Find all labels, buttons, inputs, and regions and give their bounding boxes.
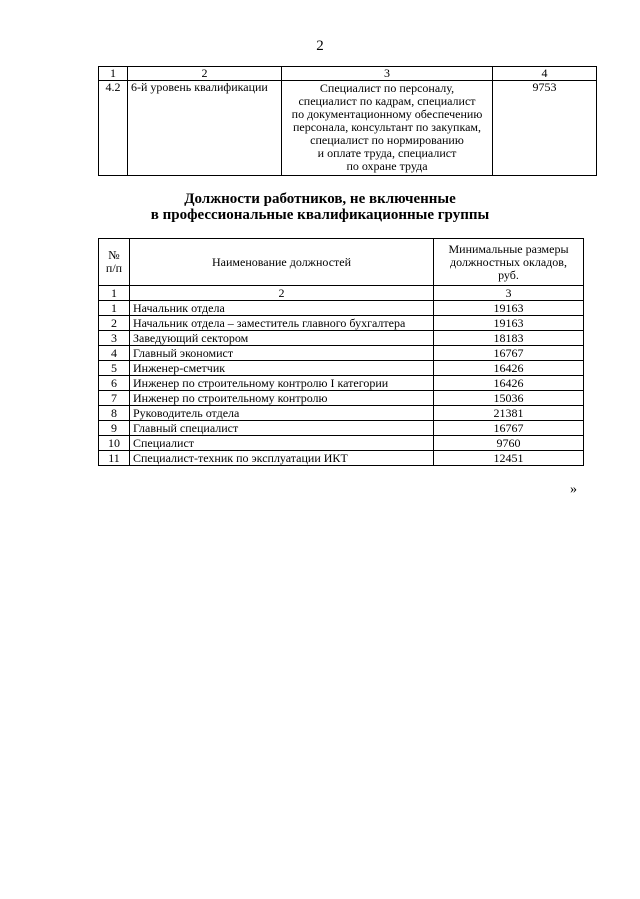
position-name: Специалист-техник по эксплуатации ИКТ: [130, 451, 434, 466]
header-salary-line: должностных окладов,: [450, 254, 567, 269]
salary-value: 15036: [434, 391, 584, 406]
position-name: Инженер по строительному контролю I категории: [130, 376, 434, 391]
salary-value: 16767: [434, 421, 584, 436]
column-numbering-row: [99, 286, 584, 301]
row-number: 6: [99, 376, 130, 391]
table-row: [99, 451, 584, 466]
table-row: [99, 391, 584, 406]
qualification-level: 6-й уровень квалификации: [128, 81, 282, 176]
row-number: 5: [99, 361, 130, 376]
row-number: 11: [99, 451, 130, 466]
table-header-row: [99, 67, 597, 81]
position-name: Инженер по строительному контролю: [130, 391, 434, 406]
closing-quote: »: [570, 482, 577, 497]
table-row: [99, 346, 584, 361]
header-number-line: №: [108, 248, 120, 262]
positions-line: специалист по кадрам, специалист: [298, 94, 476, 108]
column-number-2: 2: [128, 67, 282, 81]
position-name: Главный экономист: [130, 346, 434, 361]
salary-value: 19163: [434, 316, 584, 331]
table-row: [99, 301, 584, 316]
positions-line: по охране труда: [346, 159, 428, 173]
table-row: [99, 331, 584, 346]
column-number: 1: [99, 286, 130, 301]
row-number: 8: [99, 406, 130, 421]
section-title: [0, 191, 640, 223]
table-row: [99, 316, 584, 331]
row-number: 2: [99, 316, 130, 331]
page-number: 2: [316, 38, 324, 54]
table-row: [99, 406, 584, 421]
header-salary-line: руб.: [498, 267, 519, 282]
salary-value: 9760: [434, 436, 584, 451]
positions-line: персонала, консультант по закупкам,: [292, 120, 482, 134]
header-salary: [434, 239, 584, 286]
table-row: [99, 376, 584, 391]
salary-value: 16426: [434, 361, 584, 376]
header-salary-line: Минимальные размеры: [448, 241, 569, 256]
row-number: 1: [99, 301, 130, 316]
salary-value: 16767: [434, 346, 584, 361]
position-name: Руководитель отдела: [130, 406, 434, 421]
positions-line: и оплате труда, специалист: [317, 146, 457, 160]
section-title-line: в профессиональные квалификационные группы: [150, 207, 490, 223]
table-row: [99, 421, 584, 436]
row-number: 7: [99, 391, 130, 406]
position-name: Заведующий сектором: [130, 331, 434, 346]
salary-value: 12451: [434, 451, 584, 466]
section-title-line: Должности работников, не включенные: [184, 191, 456, 207]
position-name: Главный специалист: [130, 421, 434, 436]
positions-line: по документационному обеспечению: [291, 107, 483, 121]
header-number-line: п/п: [105, 261, 123, 275]
row-number: 10: [99, 436, 130, 451]
column-number-4: 4: [493, 67, 597, 81]
table-row: [99, 81, 597, 176]
position-name: Инженер-сметчик: [130, 361, 434, 376]
row-number: 3: [99, 331, 130, 346]
salary-value: 9753: [493, 81, 597, 176]
header-number: [99, 239, 130, 286]
table-row: [99, 436, 584, 451]
salary-value: 19163: [434, 301, 584, 316]
row-number: 9: [99, 421, 130, 436]
position-name: Начальник отдела: [130, 301, 434, 316]
positions-line: Специалист по персоналу,: [319, 81, 455, 95]
positions-list: [282, 81, 493, 176]
row-number: 4: [99, 346, 130, 361]
column-number: 2: [130, 286, 434, 301]
table-row: [99, 361, 584, 376]
qualification-table-continuation: [98, 66, 597, 176]
column-number: 3: [434, 286, 584, 301]
column-number-3: 3: [282, 67, 493, 81]
header-position-name: Наименование должностей: [130, 239, 434, 286]
position-name: Специалист: [130, 436, 434, 451]
row-number: 4.2: [99, 81, 128, 176]
table-header-row: [99, 239, 584, 286]
salary-value: 21381: [434, 406, 584, 421]
salary-value: 18183: [434, 331, 584, 346]
position-name: Начальник отдела – заместитель главного бухгалтера: [130, 316, 434, 331]
column-number-1: 1: [99, 67, 128, 81]
positions-salary-table: [98, 238, 584, 466]
salary-value: 16426: [434, 376, 584, 391]
positions-line: специалист по нормированию: [310, 133, 464, 147]
